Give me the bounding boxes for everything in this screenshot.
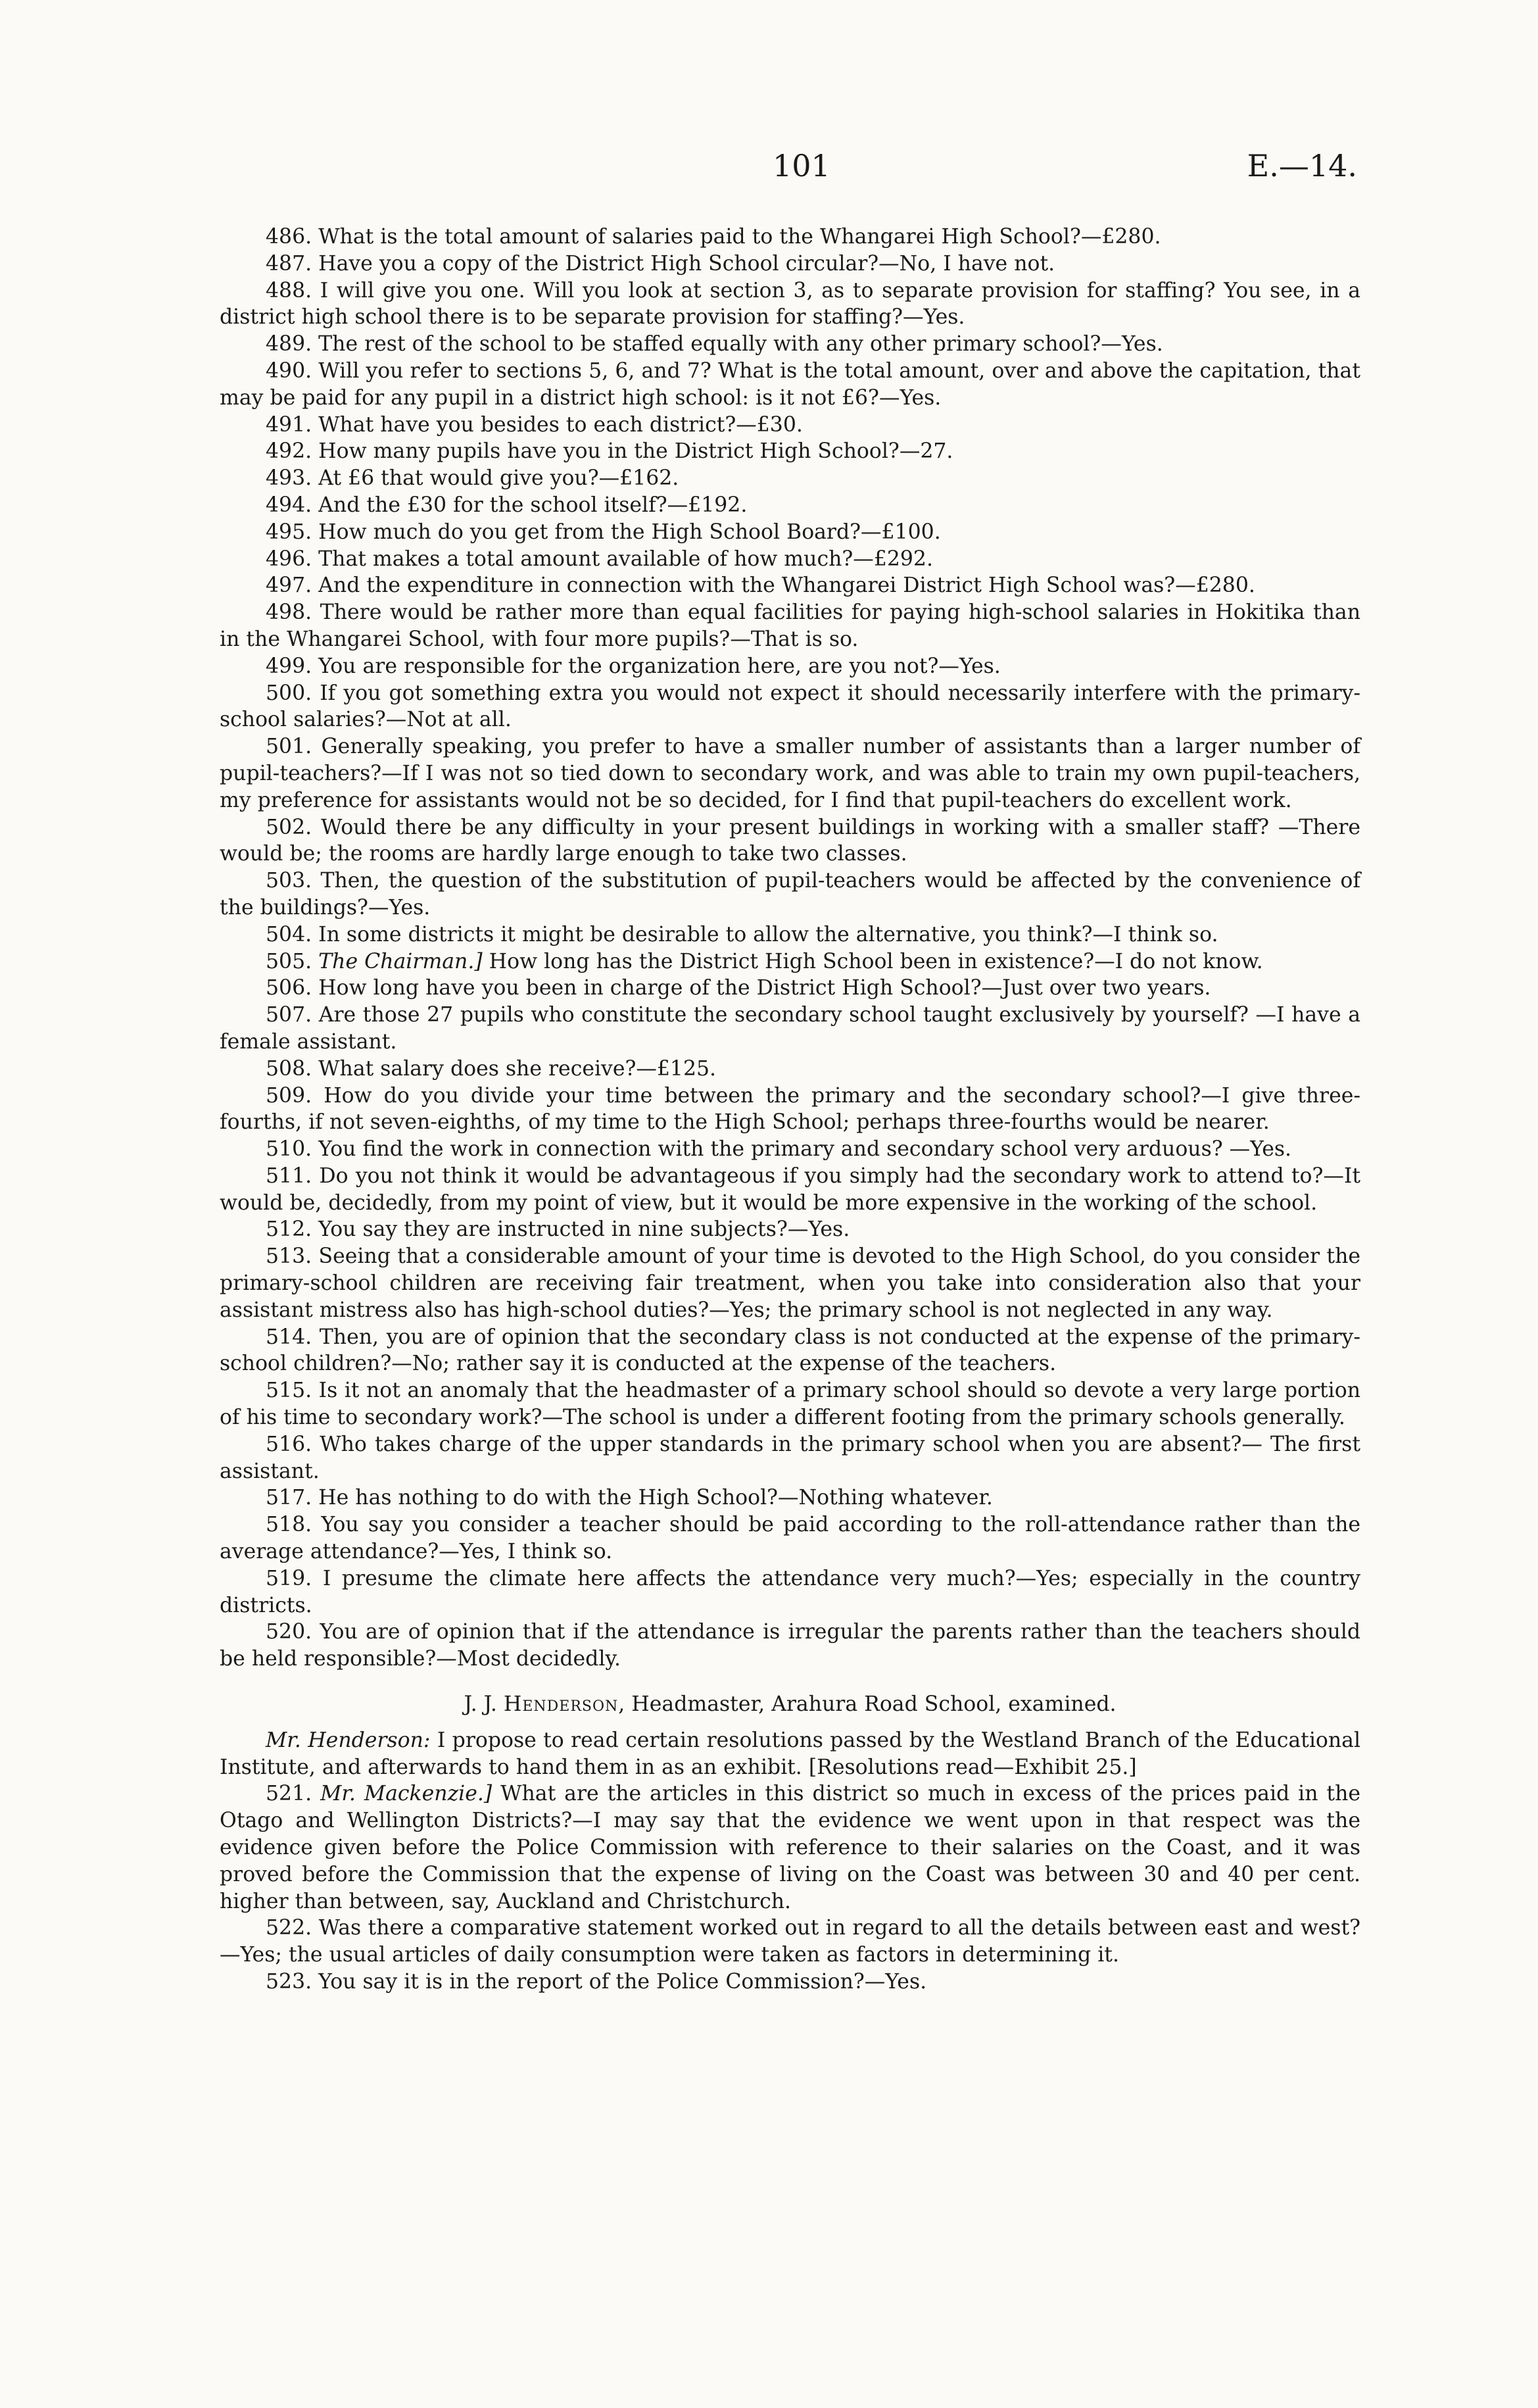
question-entry [220,1781,1360,1915]
question-entry [220,331,1360,358]
question-number: 492. [266,439,312,464]
question-number: 522. [266,1916,312,1940]
evidence-list [220,224,1360,1673]
document-reference: E.—14. [1247,148,1357,184]
speaker-name: Mr. Mackenzie.] [320,1782,493,1806]
question-entry [220,868,1360,921]
question-text: How many pupils have you in the District High School?—27. [318,439,953,464]
question-text: What are the articles in this district so much in excess of the prices paid in the Otago and Wellington Districts?—I may say that the evidence we went upon in that respect was the evidence given before the Police Commission with reference to their salaries on the Coast, and it was proved before the Commission that the expense of living on the Coast was between 30 and 40 per cent. higher than between, say, Auckland and Christchurch. [220,1782,1361,1913]
question-number: 512. [266,1217,312,1242]
question-text: And the £30 for the school itself?—£192. [318,493,748,517]
witness-initials: J. J. [464,1692,497,1717]
question-entry [220,1377,1360,1431]
question-number: 501. [266,735,312,759]
question-number: 519. [266,1566,312,1590]
question-number: 493. [266,466,312,491]
question-entry [220,975,1360,1002]
question-text: Are those 27 pupils who constitute the secondary school taught exclusively by yourself? —I have a female assistant. [220,1003,1360,1054]
question-number: 503. [266,869,312,893]
question-text: I will give you one. Will you look at section 3, as to separate provision for staffing? You see, in a district high school there is to be separate provision for staffing?—Yes. [220,278,1360,330]
evidence-list-continued [220,1781,1360,1995]
question-text: Will you refer to sections 5, 6, and 7? What is the total amount, over and above the capitation, that may be paid for any pupil in a district high school: is it not £6?—Yes. [220,358,1360,410]
question-entry [220,1431,1360,1485]
question-entry [220,733,1360,814]
witness-description: , Headmaster, Arahura Road School, examined. [618,1692,1117,1717]
question-entry [220,358,1360,412]
question-entry [220,1083,1360,1137]
question-text: You say it is in the report of the Police Commission?—Yes. [318,1970,927,1994]
question-text: Then, the question of the substitution of pupil-teachers would be affected by the convenience of the buildings?—Yes. [220,869,1361,920]
question-number: 513. [266,1244,312,1269]
question-number: 508. [266,1056,312,1081]
question-number: 518. [266,1513,312,1537]
question-entry [220,599,1360,653]
question-text: You find the work in connection with the primary and secondary school very arduous? —Yes. [318,1137,1292,1162]
question-entry [220,1216,1360,1243]
question-entry [220,224,1360,251]
question-text: Is it not an anomaly that the headmaster of a primary school should so devote a very large portion of his time to secondary work?—The school is under a different footing from the primary schools generally. [220,1379,1360,1430]
question-text: In some districts it might be desirable to allow the alternative, you think?—I think so. [318,922,1218,946]
question-text: I presume the climate here affects the attendance very much?—Yes; especially in the country districts. [220,1566,1360,1617]
question-text: Have you a copy of the District High School circular?—No, I have not. [318,251,1055,276]
question-text: At £6 that would give you?—£162. [318,466,679,491]
question-number: 521. [266,1782,312,1806]
question-entry [220,465,1360,492]
question-entry [220,653,1360,680]
question-number: 498. [266,601,312,625]
witness-statement [220,1727,1360,1781]
question-text: How long has the District High School been in existence?—I do not know. [489,949,1263,973]
question-text: Do you not think it would be advantageous if you simply had the secondary work to attend to?—It would be, decidedly, from my point of view, but it would be more expensive in the working of the school. [220,1164,1361,1215]
question-number: 500. [266,681,312,705]
question-entry [220,1324,1360,1378]
page-header [0,146,1538,192]
page-number: 101 [773,148,830,184]
question-text: That makes a total amount available of how much?—£292. [318,547,933,571]
question-text: He has nothing to do with the High School?—Nothing whatever. [318,1486,993,1510]
question-text: And the expenditure in connection with the Whangarei District High School was?—£280. [318,574,1255,598]
question-number: 514. [266,1325,312,1349]
question-number: 502. [266,815,312,839]
question-text: How long have you been in charge of the District High School?—Just over two years. [318,976,1211,1000]
question-number: 506. [266,976,312,1000]
question-entry [220,546,1360,573]
question-text: What is the total amount of salaries paid to the Whangarei High School?—£280. [318,225,1161,249]
question-text: If you got something extra you would not expect it should necessarily interfere with the primary-school salaries?—Not at all. [220,681,1360,732]
statement-speaker: Mr. Henderson: [266,1728,431,1752]
question-number: 507. [266,1003,312,1027]
question-entry [220,251,1360,278]
question-number: 504. [266,922,312,946]
question-entry [220,1163,1360,1217]
question-entry [220,1511,1360,1565]
question-text: You are responsible for the organization here, are you not?—Yes. [318,654,1001,678]
question-entry [220,412,1360,439]
question-entry [220,921,1360,948]
question-number: 509. [266,1083,312,1108]
question-text: Generally speaking, you prefer to have a smaller number of assistants than a larger number of pupil-teachers?—If I was not so tied down to secondary work, and was able to train my own pupil-teachers, my preference for assistants would not be so decided, for I find that pupil-teachers do excellent work. [220,735,1361,812]
question-entry [220,1915,1360,1969]
question-text: The rest of the school to be staffed equally with any other primary school?—Yes. [318,332,1163,356]
question-entry [220,438,1360,465]
question-text: Would there be any difficulty in your present buildings in working with a smaller staff? —There would be; the rooms are hardly large enough to take two classes. [220,815,1361,866]
question-number: 515. [266,1379,312,1403]
question-entry [220,1485,1360,1511]
question-text: What have you besides to each district?—£30. [318,412,803,437]
question-number: 517. [266,1486,312,1510]
question-text: How do you divide your time between the primary and the secondary school?—I give three-fourths, if not seven-eighths, of my time to the High School; perhaps three-fourths would be nearer. [220,1083,1361,1135]
question-number: 495. [266,520,312,544]
question-entry [220,572,1360,599]
question-entry [220,1969,1360,1996]
question-number: 487. [266,251,312,276]
question-entry [220,1002,1360,1056]
question-text: There would be rather more than equal facilities for paying high-school salaries in Hokitika than in the Whangarei School, with four more pupils?—That is so. [220,601,1361,651]
question-text: You are of opinion that if the attendance is irregular the parents rather than the teachers should be held responsible?—Most decidedly. [220,1620,1360,1671]
question-number: 491. [266,412,312,437]
question-number: 511. [266,1164,312,1188]
question-entry [220,814,1360,868]
question-number: 505. [266,949,312,973]
question-text: Seeing that a considerable amount of your time is devoted to the High School, do you consider the primary-school children are receiving fair treatment, when you take into consideration also that your assistant mistress also has high-school duties?—Yes; the primary school is not neglected in any way. [220,1244,1361,1322]
question-entry [220,492,1360,519]
question-text: You say you consider a teacher should be paid according to the roll-attendance rather than the average attendance?—Yes, I think so. [220,1513,1360,1564]
question-entry [220,1565,1360,1619]
question-entry [220,519,1360,546]
question-number: 497. [266,574,312,598]
question-number: 490. [266,358,312,383]
question-number: 510. [266,1137,312,1162]
question-number: 516. [266,1432,312,1456]
question-text: What salary does she receive?—£125. [318,1056,717,1081]
question-entry [220,1243,1360,1323]
question-text: Who takes charge of the upper standards in the primary school when you are absent?— The first assistant. [220,1432,1360,1483]
question-number: 488. [266,278,312,303]
question-entry [220,680,1360,734]
witness-name: Henderson [503,1692,619,1717]
question-number: 486. [266,225,312,249]
question-text: Then, you are of opinion that the secondary class is not conducted at the expense of the primary-school children?—No; rather say it is conducted at the expense of the teachers. [220,1325,1360,1376]
question-text: How much do you get from the High School Board?—£100. [318,520,941,544]
question-number: 520. [266,1620,312,1644]
question-entry [220,1136,1360,1163]
question-entry [220,1619,1360,1673]
question-number: 523. [266,1970,312,1994]
statement-text: I propose to read certain resolutions passed by the Westland Branch of the Educational Institute, and afterwards to hand them in as an exhibit. [Resolutions read—Exhibit 25.] [220,1728,1361,1779]
witness-heading [220,1691,1360,1718]
speaker-name: The Chairman.] [318,949,483,973]
document-body [220,224,1360,1996]
question-entry [220,278,1360,332]
question-number: 499. [266,654,312,678]
question-entry [220,1056,1360,1083]
question-entry [220,948,1360,975]
question-number: 489. [266,332,312,356]
question-text: Was there a comparative statement worked out in regard to all the details between east and west?—Yes; the usual articles of daily consumption were taken as factors in determining it. [220,1916,1361,1967]
question-text: You say they are instructed in nine subjects?—Yes. [318,1217,850,1242]
question-number: 496. [266,547,312,571]
question-number: 494. [266,493,312,517]
